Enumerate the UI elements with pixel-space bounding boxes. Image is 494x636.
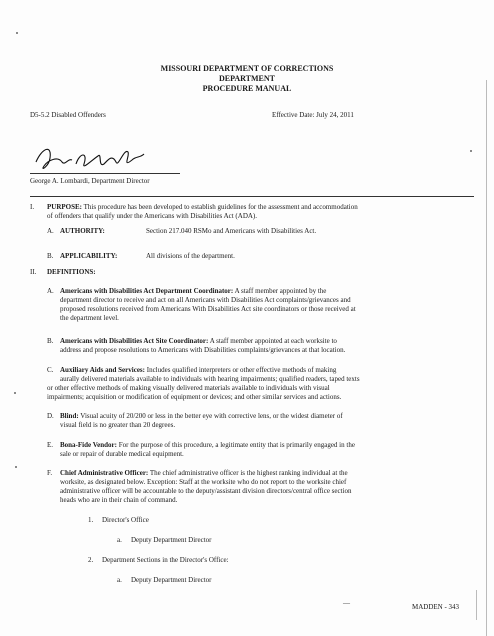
defF-letter: F.	[47, 469, 53, 477]
defB-label: Americans with Disabilities Act Site Coordinator:	[60, 337, 209, 345]
defD-line-2: visual field is no greater than 20 degrees.	[60, 421, 176, 429]
section-definitions-number: II.	[30, 268, 37, 276]
item2a-letter: a.	[117, 576, 122, 584]
applicability-text: All divisions of the department.	[146, 252, 235, 260]
defF-label: Chief Administrative Officer:	[60, 469, 149, 477]
defD-text: Visual acuity of 20/200 or less in the better eye with corrective lens, or the widest diameter of	[78, 412, 343, 420]
authority-label: AUTHORITY:	[60, 227, 105, 235]
applicability-label: APPLICABILITY:	[60, 252, 118, 260]
bates-number: MADDEN - 343	[412, 603, 460, 611]
defB-line-2: address and propose resolutions to Americans with Disabilities complaints/grievances at that location.	[60, 346, 346, 354]
purpose-line-1	[47, 203, 358, 212]
defC-line-1	[60, 366, 336, 375]
defE-line-2: sale or repair of durable medical equipment.	[60, 450, 184, 458]
signature-line	[30, 173, 180, 174]
item2-text: Department Sections in the Director's Office:	[102, 556, 229, 564]
defB-text: A staff member appointed at each worksite to	[208, 337, 337, 345]
defC-text: Includes qualified interpreters or other effective methods of making	[144, 366, 337, 374]
horizontal-rule	[30, 196, 474, 197]
defB-line-1	[60, 337, 337, 346]
signer-name: George A. Lombardi, Department Director	[30, 177, 150, 185]
defE-letter: E.	[47, 441, 54, 449]
footer-dash: —	[343, 599, 350, 607]
purpose-line-2: of offenders that qualify under the Americans with Disabilities Act (ADA).	[47, 212, 258, 220]
definitions-label: DEFINITIONS:	[47, 268, 96, 276]
defA-label: Americans with Disabilities Act Department Coordinator:	[60, 287, 234, 295]
director-signature	[32, 138, 152, 178]
scan-speck	[470, 150, 472, 152]
defA-letter: A.	[47, 287, 54, 295]
item2a-text: Deputy Department Director	[131, 576, 212, 584]
defE-text: For the purpose of this procedure, a legitimate entity that is primarily engaged in the	[116, 441, 355, 449]
defD-letter: D.	[47, 412, 54, 420]
department-subtitle: DEPARTMENT	[218, 74, 275, 83]
scan-edge-mark	[476, 590, 477, 620]
defA-line-2: department director to receive and act on all Americans with Disabilities Act complaints/grievances and	[60, 296, 351, 304]
defB-letter: B.	[47, 337, 54, 345]
item1a-text: Deputy Department Director	[131, 536, 212, 544]
defF-line-1	[60, 469, 348, 478]
defE-label: Bona-Fide Vendor:	[60, 441, 117, 449]
defC-label: Auxiliary Aids and Services:	[60, 366, 145, 374]
defC-line-3: or other effective methods of making visually delivered materials available to individuals with visual	[47, 384, 330, 392]
defF-line-3: administrative officer will be accountable to the deputy/assistant division directors/central office section	[60, 487, 352, 495]
effective-date: Effective Date: July 24, 2011	[272, 111, 354, 119]
defD-label: Blind:	[60, 412, 79, 420]
defC-letter: C.	[47, 366, 54, 374]
purpose-text: This procedure has been developed to establish guidelines for the assessment and accommodation	[82, 203, 358, 211]
scan-speck	[14, 392, 16, 394]
item1-text: Director's Office	[102, 516, 149, 524]
manual-title: PROCEDURE MANUAL	[202, 84, 292, 93]
procedure-number: D5-5.2 Disabled Offenders	[30, 111, 106, 119]
authority-letter: A.	[47, 227, 54, 235]
defC-line-4: impairments; acquisition or modification of equipment or devices; and other similar services and actions.	[47, 393, 342, 401]
item1a-letter: a.	[117, 536, 122, 544]
section-purpose-number: I.	[30, 203, 35, 211]
defE-line-1	[60, 441, 355, 450]
defA-line-1	[60, 287, 326, 296]
defD-line-1	[60, 412, 343, 421]
defA-line-4: the department level.	[60, 314, 119, 322]
item1-number: 1.	[88, 516, 94, 524]
defF-line-4: heads who are in their chain of command.	[60, 496, 178, 504]
item2-number: 2.	[88, 556, 94, 564]
defA-line-3: proposed resolutions received from Americans With Disabilities Act site coordinators or those received at	[60, 305, 356, 313]
scan-edge-line	[486, 80, 487, 636]
scan-speck	[16, 32, 18, 34]
defA-text: A staff member appointed by the	[233, 287, 327, 295]
applicability-letter: B.	[47, 252, 54, 260]
scan-speck	[15, 466, 17, 468]
department-title: MISSOURI DEPARTMENT OF CORRECTIONS	[160, 64, 334, 73]
defF-line-2: worksite, as designated below. Exception: Staff at the worksite who do not report to the worksite chief	[60, 478, 347, 486]
purpose-label: PURPOSE:	[47, 203, 82, 211]
defC-line-2: aurally delivered materials available to individuals with hearing impairments; qualified readers, taped texts	[60, 375, 360, 383]
authority-text: Section 217.040 RSMo and Americans with Disabilities Act.	[146, 227, 317, 235]
defF-text: The chief administrative officer is the highest ranking individual at the	[148, 469, 348, 477]
